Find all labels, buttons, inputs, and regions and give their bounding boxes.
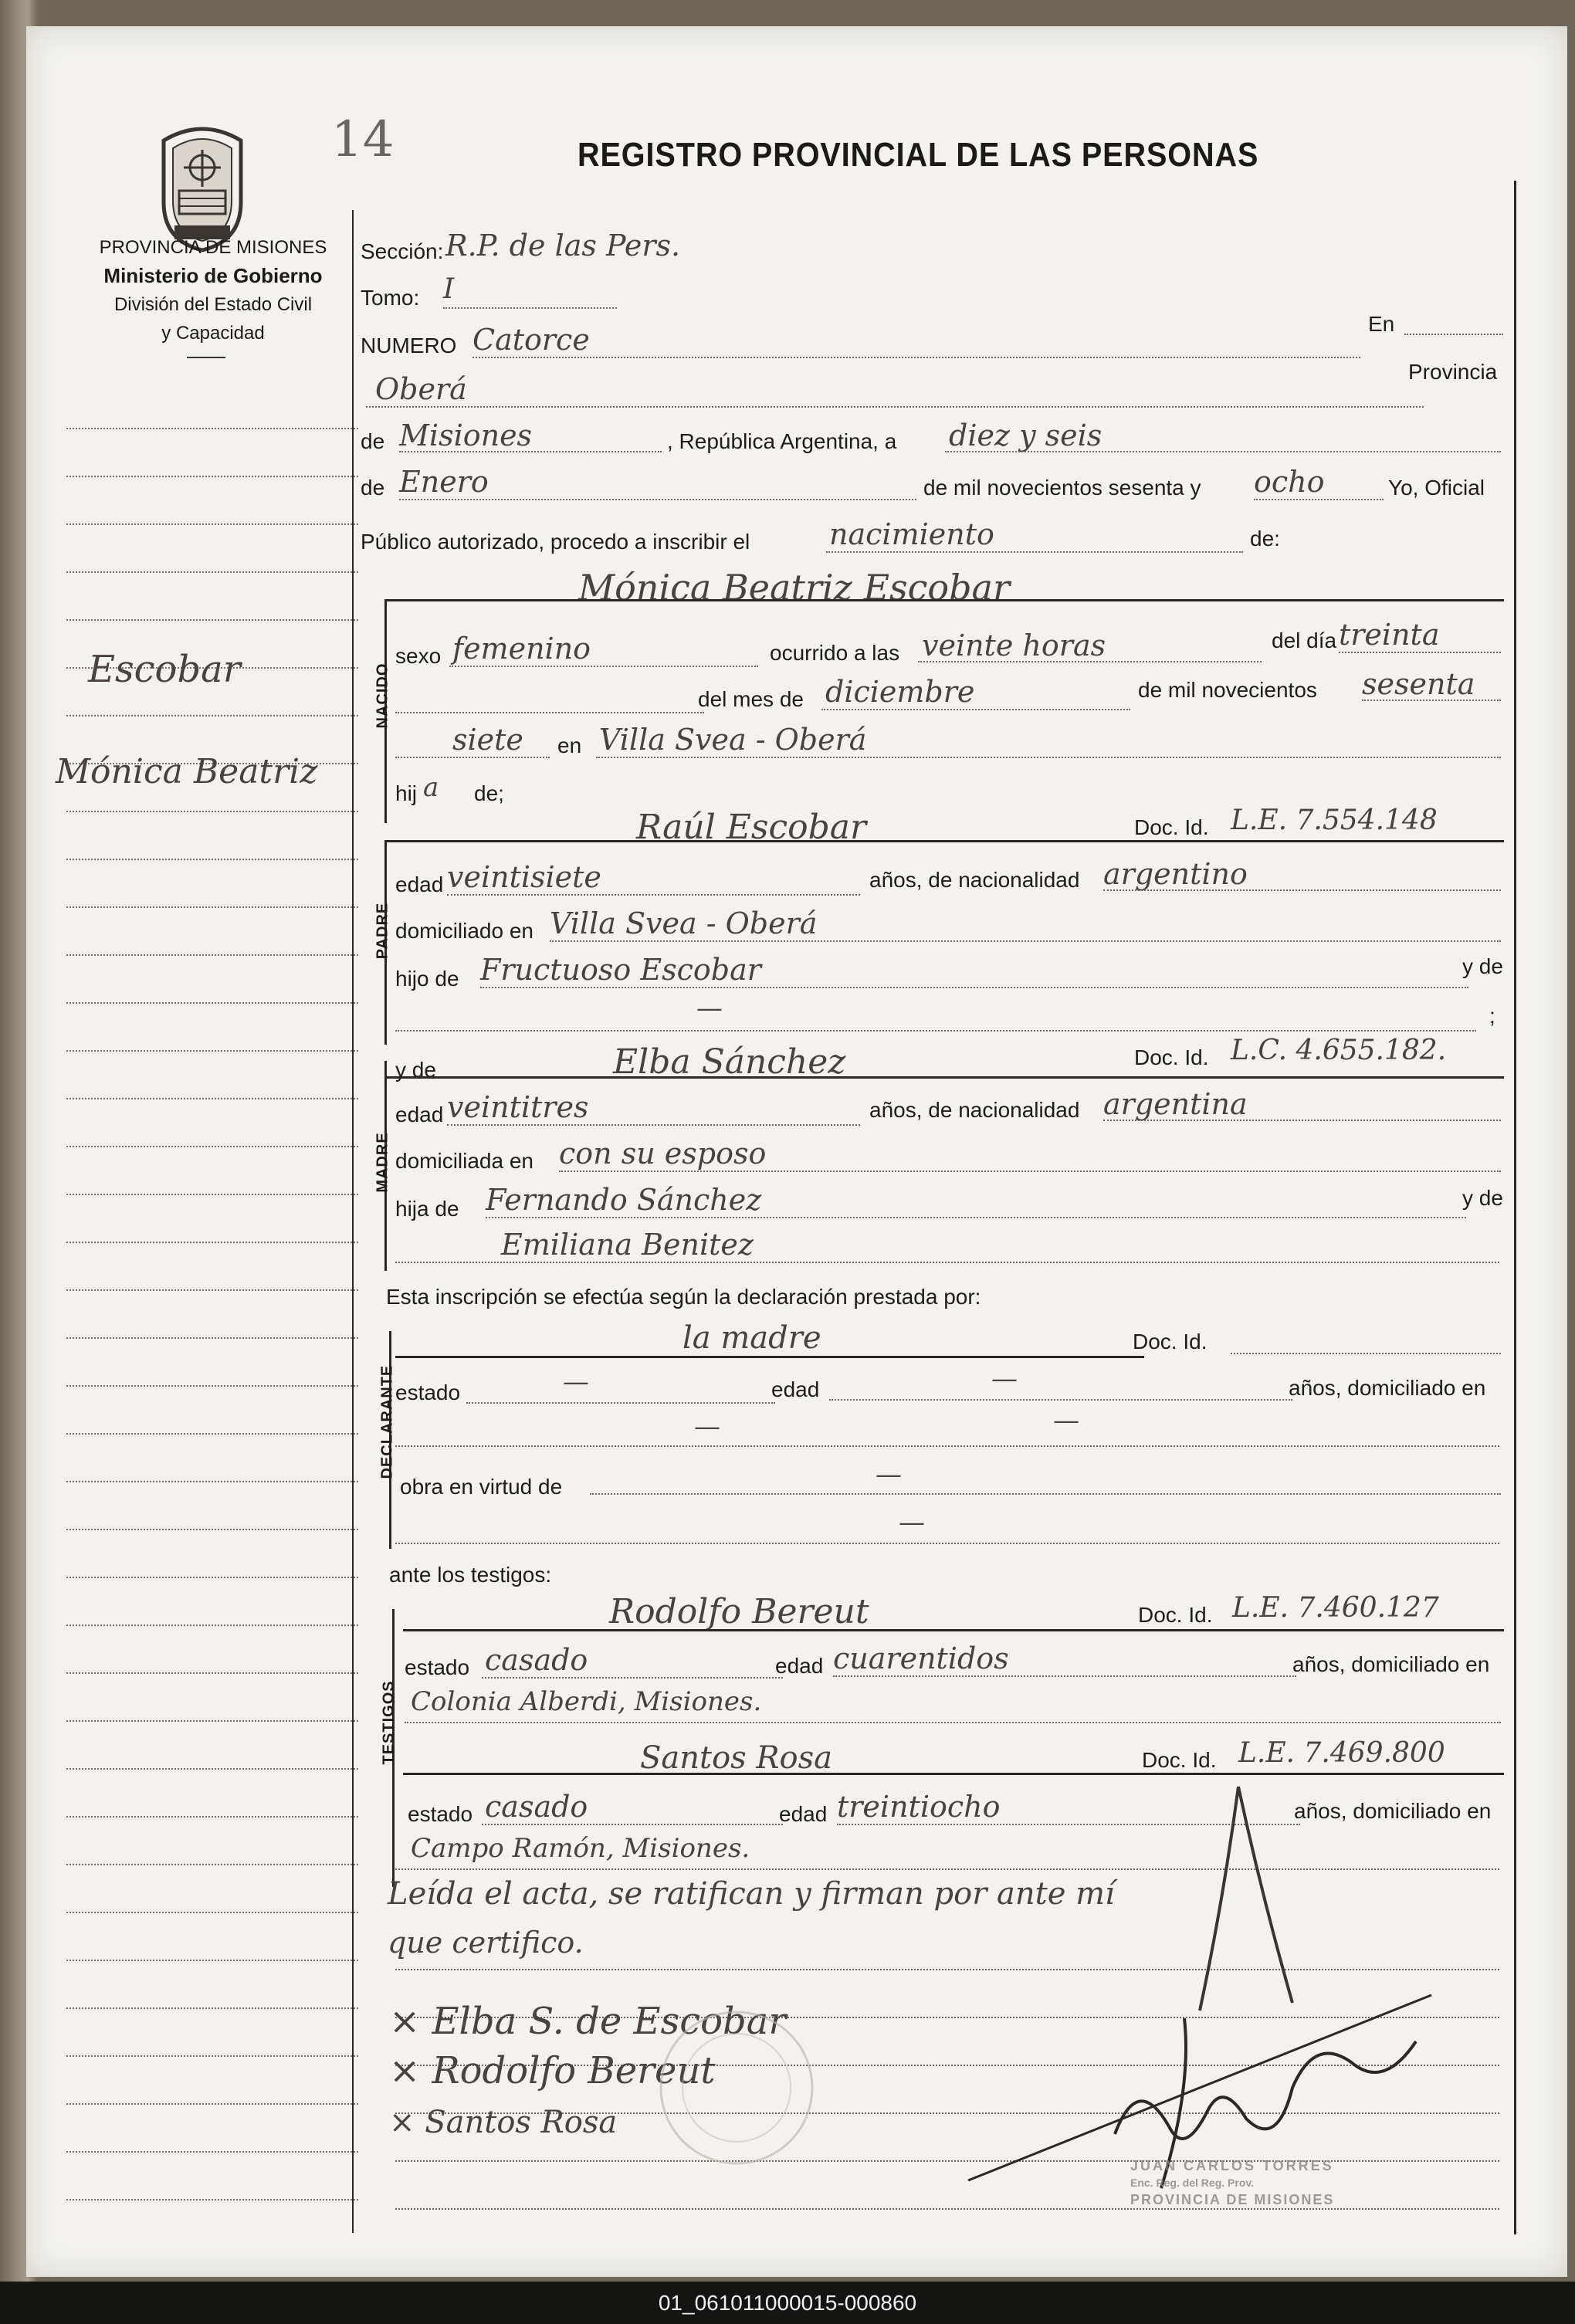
mother-hija-label: hija de: [395, 1197, 459, 1221]
mother-doc-label: Doc. Id.: [1134, 1045, 1209, 1069]
sidebar-ruled-line: [66, 715, 358, 717]
sidebar-ruled-line: [66, 1816, 358, 1818]
birth-month-value: diciembre: [825, 675, 975, 709]
sidebar-ruled-line: [66, 1624, 358, 1626]
province-value: Misiones: [399, 418, 533, 452]
closing-line1: Leída el acta, se ratifican y firman por ante mí: [388, 1876, 1115, 1912]
witness2-dom-value: Campo Ramón, Misiones.: [411, 1833, 750, 1864]
sidebar-ruled-line: [66, 2151, 358, 2153]
sidebar-ruled-line: [66, 1912, 358, 1913]
sidebar-ruled-line: [66, 1577, 358, 1578]
mother-edad-value: veintitres: [447, 1090, 589, 1124]
sidebar-ruled-line: [66, 859, 358, 860]
witness1-dom-label: años, domiciliado en: [1292, 1652, 1490, 1676]
witness1-edad-label: edad: [775, 1654, 824, 1678]
sidebar-ruled-line: [66, 523, 358, 525]
event-value: nacimiento: [829, 517, 994, 551]
declarante-obra-value1: —: [876, 1459, 902, 1490]
de-colon-label: de:: [1250, 527, 1280, 551]
maternal-grandmother: Emiliana Benitez: [501, 1228, 754, 1262]
declarante-estado-label: estado: [395, 1381, 461, 1404]
witness1-doc-label: Doc. Id.: [1138, 1603, 1213, 1627]
testigos-section-label: TESTIGOS: [380, 1680, 398, 1765]
mother-yde-label: y de: [395, 1058, 436, 1082]
declarante-dom-value1: —: [694, 1411, 720, 1442]
margin-surname: Escobar: [88, 648, 241, 691]
sidebar-ruled-line: [66, 1960, 358, 1961]
sidebar-ruled-line: [66, 1768, 358, 1770]
bottom-ruled-line: [395, 1969, 1499, 1970]
sidebar-ruled-line: [66, 1002, 358, 1004]
locality-value: Oberá: [375, 372, 467, 406]
sidebar-ruled-line: [66, 1529, 358, 1530]
sidebar-ruled-line: [66, 2055, 358, 2057]
witness1-dom-value: Colonia Alberdi, Misiones.: [411, 1686, 762, 1717]
frame-right-line: [1514, 181, 1516, 2234]
birth-year-value2: siete: [452, 723, 523, 757]
numero-label: NUMERO: [361, 334, 457, 357]
provincia-label: Provincia: [1408, 360, 1498, 384]
sidebar-province: PROVINCIA DE MISIONES: [99, 237, 327, 258]
en-label: En: [1368, 312, 1395, 336]
mother-nac-value: argentina: [1103, 1087, 1248, 1121]
sidebar-ruled-line: [66, 1289, 358, 1291]
declarante-name: la madre: [682, 1320, 821, 1356]
sidebar-ruled-line: [66, 1672, 358, 1674]
sidebar-ruled-line: [66, 619, 358, 621]
witness2-doc-label: Doc. Id.: [1142, 1748, 1217, 1772]
sidebar-ruled-line: [66, 1720, 358, 1722]
father-nac-label: años, de nacionalidad: [869, 868, 1080, 892]
sidebar-ruled-line: [66, 2007, 358, 2009]
dia-label: del día: [1272, 628, 1337, 652]
de2-label: de: [361, 476, 385, 500]
paternal-grandfather: Fructuoso Escobar: [480, 953, 761, 987]
father-semicolon: ;: [1489, 1004, 1495, 1028]
year-label: de mil novecientos sesenta y: [923, 476, 1201, 500]
sidebar-ruled-line: [66, 428, 358, 429]
sidebar-ministry: Ministerio de Gobierno: [103, 264, 323, 287]
sidebar-ruled-line: [66, 906, 358, 908]
sidebar-ruled-line: [66, 476, 358, 477]
father-name: Raúl Escobar: [636, 808, 867, 847]
sidebar-ruled-line: [66, 811, 358, 812]
declarante-edad-label: edad: [771, 1377, 820, 1401]
child-name: Mónica Beatriz Escobar: [578, 567, 1010, 608]
witness1-doc-value: L.E. 7.460.127: [1232, 1592, 1439, 1624]
sidebar-ruled-line: [66, 2103, 358, 2105]
frame-left-line: [352, 210, 354, 2233]
nacido-section-label: NACIDO: [374, 662, 391, 729]
declarante-obra-value2: —: [899, 1507, 925, 1538]
yo-oficial-label: Yo, Oficial: [1388, 476, 1485, 500]
witness1-estado-value: casado: [485, 1643, 588, 1677]
sidebar-header: [66, 233, 360, 347]
registry-page: [26, 26, 1567, 2277]
seccion-label: Sección:: [361, 239, 444, 263]
father-edad-value: veintisiete: [447, 860, 601, 894]
birth-place-value: Villa Svea - Oberá: [599, 723, 867, 757]
sidebar-ruled-line: [66, 2199, 358, 2200]
sidebar-ruled-line: [66, 1146, 358, 1147]
birth-year-value: sesenta: [1362, 667, 1475, 701]
testigos-intro: ante los testigos:: [389, 1563, 552, 1587]
mother-dom-value: con su esposo: [559, 1137, 767, 1170]
declarante-edad-value: —: [991, 1364, 1018, 1394]
mes-label: del mes de: [698, 687, 804, 711]
image-id-footer: 01_061011000015-000860: [0, 2282, 1575, 2324]
page-number: 14: [331, 111, 395, 168]
year-value: ocho: [1254, 465, 1325, 499]
father-nac-value: argentino: [1103, 857, 1248, 891]
witness2-name: Santos Rosa: [640, 1740, 832, 1776]
mother-edad-label: edad: [395, 1103, 444, 1126]
sidebar-ruled-line: [66, 1050, 358, 1052]
maternal-grandfather: Fernando Sánchez: [486, 1183, 762, 1217]
father-hijo-label: hijo de: [395, 967, 459, 991]
mother-nac-label: años, de nacionalidad: [869, 1098, 1080, 1122]
witness1-name: Rodolfo Bereut: [609, 1592, 869, 1631]
day-value: diez y seis: [949, 418, 1102, 452]
sidebar-ruled-line: [66, 1337, 358, 1339]
republica-label: , República Argentina, a: [667, 429, 897, 453]
father-dom-label: domiciliado en: [395, 919, 533, 943]
father-doc-label: Doc. Id.: [1134, 815, 1209, 839]
paternal-grandmother: —: [696, 993, 723, 1024]
sexo-value: femenino: [452, 632, 591, 666]
sidebar-ruled-line: [66, 1098, 358, 1099]
tomo-label: Tomo:: [361, 286, 420, 310]
birth-year-label: de mil novecientos: [1138, 678, 1317, 702]
official-stamp: JUAN CARLOS TORRES Enc. Reg. del Reg. Prov. PROVINCIA DE MISIONES: [1130, 2158, 1335, 2207]
signature-witness2: × Santos Rosa: [389, 2105, 618, 2140]
sidebar-ruled-line: [66, 1433, 358, 1435]
witness1-estado-label: estado: [405, 1655, 470, 1679]
sidebar-ruled-line: [66, 954, 358, 956]
witness2-edad-label: edad: [779, 1802, 828, 1826]
ocurrido-label: ocurrido a las: [770, 641, 900, 665]
hij-value: a: [423, 772, 439, 803]
numero-value: Catorce: [472, 323, 590, 357]
signature-witness1: × Rodolfo Bereut: [389, 2049, 716, 2092]
witness1-edad-value: cuarentidos: [833, 1641, 1009, 1675]
declarante-dom-value2: —: [1053, 1405, 1079, 1436]
mother-yde2-label: y de: [1462, 1186, 1503, 1210]
declarante-doc-label: Doc. Id.: [1133, 1330, 1208, 1353]
hij-de-label: de;: [474, 781, 504, 805]
margin-names: Mónica Beatriz: [56, 752, 318, 791]
signature-declarante: × Elba S. de Escobar: [389, 2000, 787, 2043]
father-edad-label: edad: [395, 872, 444, 896]
page-title: REGISTRO PROVINCIAL DE LAS PERSONAS: [578, 136, 1259, 174]
mother-name: Elba Sánchez: [613, 1042, 846, 1082]
en-place-label: en: [557, 733, 582, 757]
witness2-estado-value: casado: [485, 1790, 588, 1824]
sidebar-ruled-line: [66, 1242, 358, 1243]
witness2-edad-value: treintiocho: [837, 1790, 1001, 1824]
father-dom-value: Villa Svea - Oberá: [550, 906, 818, 940]
sidebar-ruled-line: [66, 1864, 358, 1865]
mother-dom-label: domiciliada en: [395, 1149, 533, 1173]
month-value: Enero: [399, 465, 489, 499]
mother-doc-value: L.C. 4.655.182.: [1231, 1035, 1447, 1066]
witness2-estado-label: estado: [408, 1802, 473, 1826]
declarante-estado-value: —: [563, 1367, 589, 1397]
provincial-seal-icon: [148, 117, 256, 252]
publico-label: Público autorizado, procedo a inscribir el: [361, 530, 750, 554]
father-doc-value: L.E. 7.554.148: [1231, 805, 1438, 836]
declarante-obra-label: obra en virtud de: [400, 1475, 563, 1499]
declarante-dom-label: años, domiciliado en: [1289, 1376, 1486, 1400]
seccion-value: R.P. de las Pers.: [445, 229, 681, 263]
witness2-doc-value: L.E. 7.469.800: [1238, 1737, 1445, 1769]
padre-section-label: PADRE: [374, 902, 391, 960]
witness2-dom-label: años, domiciliado en: [1294, 1799, 1492, 1823]
birth-day-value: treinta: [1339, 618, 1440, 652]
declarante-section-label: DECLARANTE: [378, 1364, 396, 1479]
father-yde-label: y de: [1462, 954, 1503, 978]
tomo-value: I: [443, 273, 455, 305]
sidebar-ruled-line: [66, 1481, 358, 1482]
faded-round-seal-icon: [652, 2003, 821, 2173]
sidebar-ruled-line: [66, 571, 358, 573]
madre-section-label: MADRE: [374, 1132, 391, 1193]
hour-value: veinte horas: [922, 628, 1106, 662]
hij-label: hij: [395, 781, 418, 805]
de-label: de: [361, 429, 385, 453]
sidebar-capacity: y Capacidad: [161, 323, 265, 344]
sidebar-ruled-line: [66, 1194, 358, 1195]
sidebar-divider: [187, 357, 225, 358]
sidebar-division: División del Estado Civil: [113, 294, 313, 315]
sidebar-ruled-line: [66, 1385, 358, 1387]
sexo-label: sexo: [395, 644, 442, 668]
closing-line2: que certifico.: [388, 1926, 584, 1960]
declarante-intro: Esta inscripción se efectúa según la declaración prestada por:: [386, 1285, 981, 1309]
